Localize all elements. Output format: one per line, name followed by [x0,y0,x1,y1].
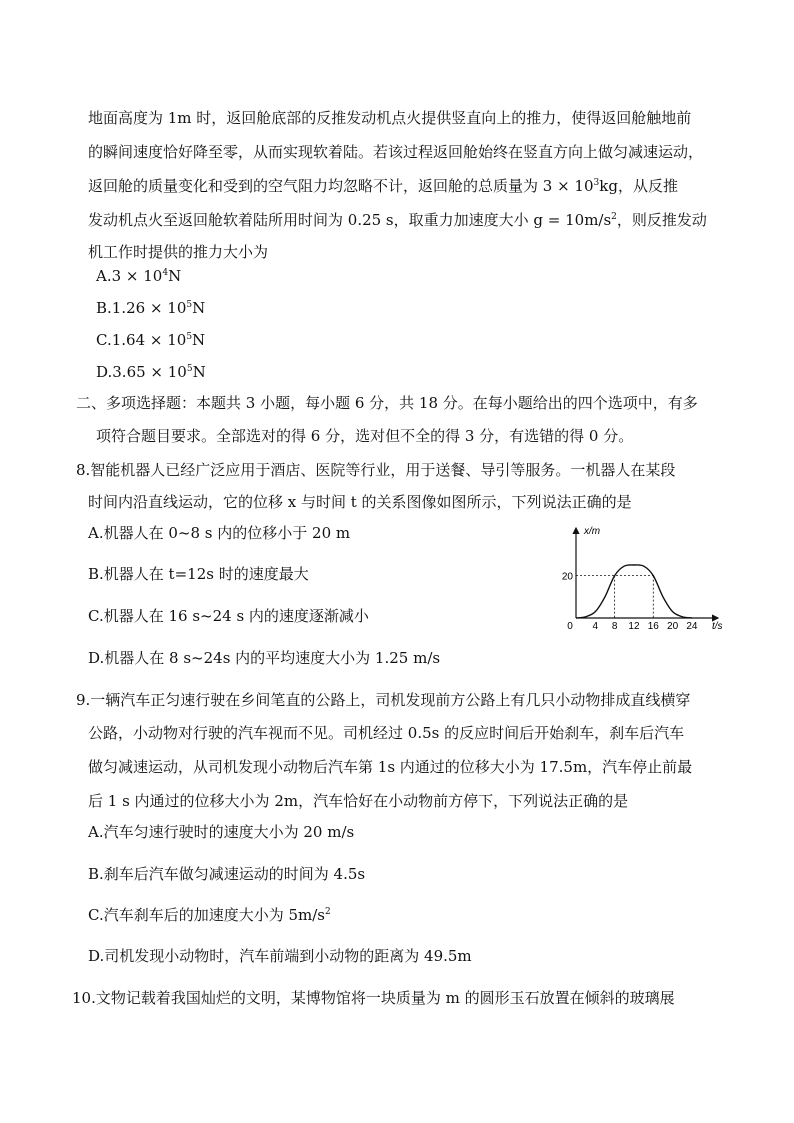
q8-line-2: 时间内沿直线运动，它的位移 x 与时间 t 的关系图像如图所示，下列说法正确的是 [88,493,632,511]
q9-line-2: 公路，小动物对行驶的汽车视而不见。司机经过 0.5s 的反应时间后开始刹车，刹车后汽车 [88,724,685,742]
q7-option-c: $C.1.64 \times 10^5N$ [96,331,206,349]
x-tick-label: 24 [686,621,698,630]
q8-line-1: 8.智能机器人已经广泛应用于酒店、医院等行业，用于送餐、导引等服务。一机器人在某段 [76,461,676,479]
series-line [576,565,692,618]
x-tick-label: 12 [628,621,640,630]
q7-line-4: 发动机点火至返回舱软着陆所用时间为 0.25 s，取重力加速度大小 $g = 10m/s^2$，则反推发动 [88,211,707,229]
q7-option-b: $B.1.26 \times 10^5N$ [96,299,206,317]
q9-line-3: 做匀减速运动，从司机发现小动物后汽车第 1s 内通过的位移大小为 17.5m，汽车停止前最 [88,758,693,776]
section-2-heading-line-2: 项符合题目要求。全部选对的得 6 分，选对但不全的得 3 分，有选错的得 0 分。 [96,427,634,445]
q7-line-1: 地面高度为 1m 时，返回舱底部的反推发动机点火提供竖直向上的推力，使得返回舱触地前 [88,109,692,127]
section-2-heading-line-1: 二、多项选择题：本题共 3 小题，每小题 6 分，共 18 分。在每小题给出的四个选项中，有多 [76,394,698,412]
q7-line-3: 返回舱的质量变化和受到的空气阻力均忽略不计，返回舱的总质量为 $3 \times 10^3kg$，从反推 [88,177,678,195]
q9-option-b: B.刹车后汽车做匀减速运动的时间为 4.5s [88,865,366,883]
x-axis-label: t/s [712,621,723,630]
y-axis-label: x/m [584,526,601,537]
q9-option-c: C.汽车刹车后的加速度大小为 $5m/s^2$ [88,906,331,924]
q9-option-a: A.汽车匀速行驶时的速度大小为 20 m/s [88,823,355,841]
q8-option-c: C.机器人在 16 s~24 s 内的速度逐渐减小 [88,607,369,625]
q8-option-b: B.机器人在 t=12s 时的速度最大 [88,565,309,583]
q7-line-2: 的瞬间速度恰好降至零，从而实现软着陆。若该过程返回舱始终在竖直方向上做匀减速运动， [88,143,704,161]
x-tick-label: 0 [567,621,573,630]
q7-option-d: $D.3.65 \times 10^5N$ [96,363,206,381]
q9-line-1: 9.一辆汽车正匀速行驶在乡间笔直的公路上，司机发现前方公路上有几只小动物排成直线横穿 [76,691,691,709]
x-tick-label: 16 [647,621,659,630]
x-tick-label: 4 [592,621,599,630]
q7-option-a: $A.3 \times 10^4N$ [96,267,182,285]
y-tick-label: 20 [561,571,573,583]
q9-option-d: D.司机发现小动物时，汽车前端到小动物的距离为 49.5m [88,947,472,965]
x-tick-label: 20 [667,621,679,630]
q7-line-5: 机工作时提供的推力大小为 [88,243,269,261]
x-tick-label: 8 [611,621,618,630]
xt-graph [558,520,728,630]
q9-line-4: 后 1 s 内通过的位移大小为 2m，汽车恰好在小动物前方停下，下列说法正确的是 [88,792,629,810]
q8-option-a: A.机器人在 0~8 s 内的位移小于 20 m [88,524,351,542]
q10-line-1: 10.文物记载着我国灿烂的文明，某博物馆将一块质量为 m 的圆形玉石放置在倾斜的玻璃展 [72,989,675,1007]
q8-option-d: D.机器人在 8 s~24s 内的平均速度大小为 1.25 m/s [88,649,441,667]
